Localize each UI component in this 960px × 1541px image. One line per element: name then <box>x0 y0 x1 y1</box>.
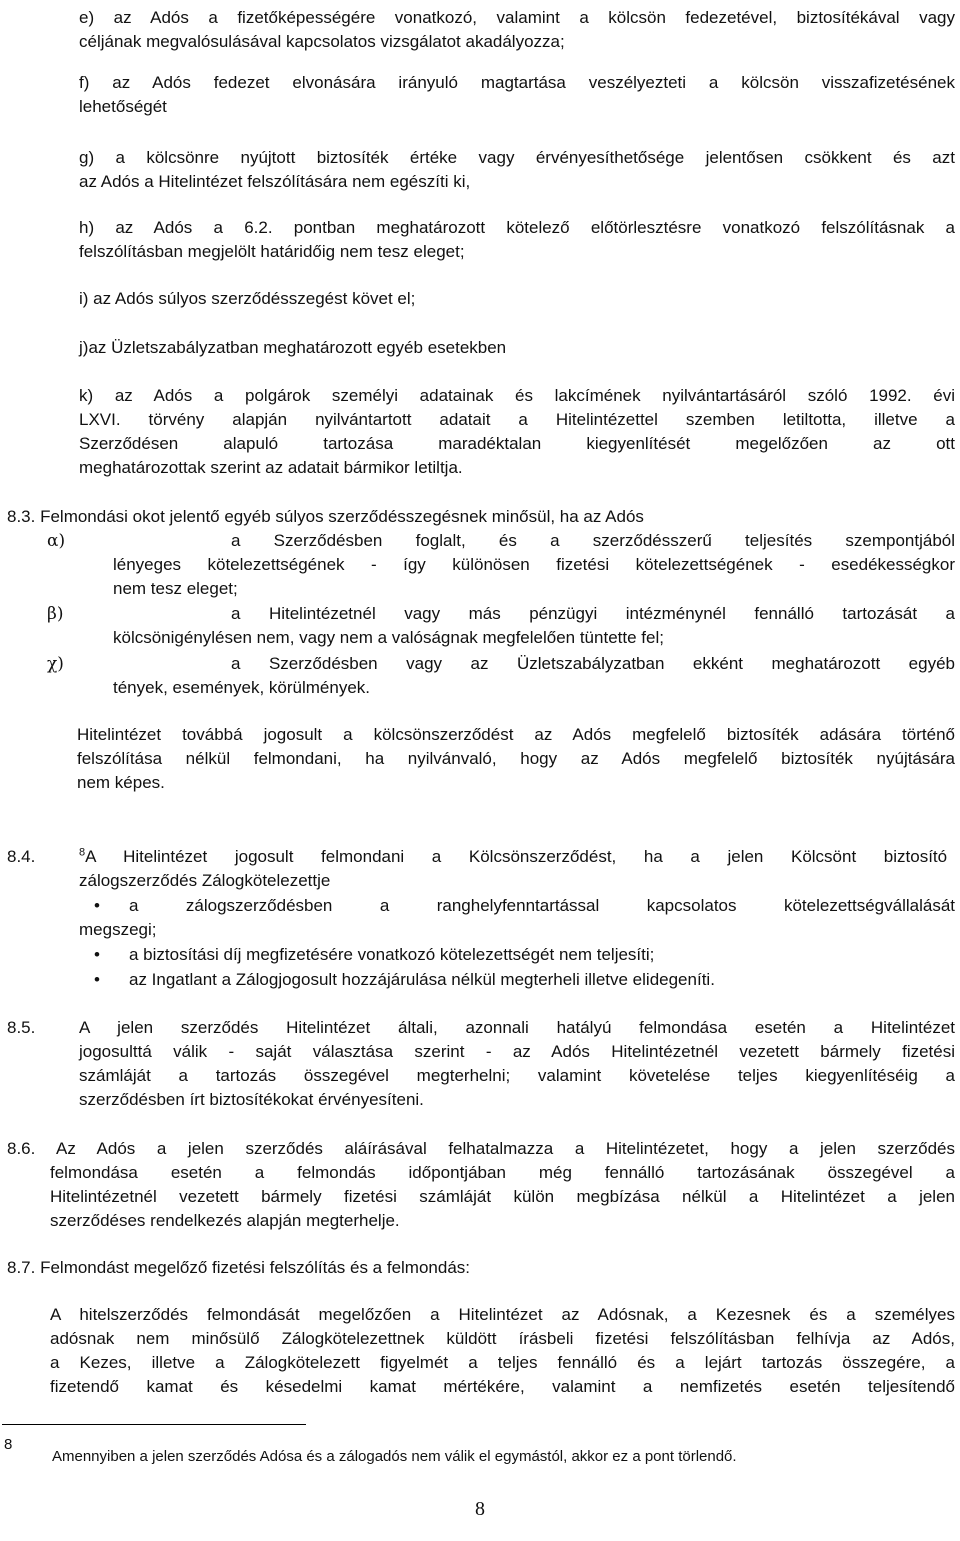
section-8-3-extra-line-1: Hitelintézet továbbá jogosult a kölcsönszerződést az Adós megfelelő biztosíték adására történő <box>77 725 955 744</box>
section-8-3-extra-line-2: felszólítása nélkül felmondani, ha nyilvánvaló, hogy az Adós megfelelő biztosíték nyújtására <box>77 749 955 768</box>
footnote-text: Amennyiben a jelen szerződés Adósa és a zálogadós nem válik el egymástól, akkor ez a pont törlendő. <box>52 1448 737 1465</box>
section-8-6-line-3: Hitelintézetnél vezetett bármely fizetési számláját külön megbízása nélkül a Hitelintézet a jelen <box>50 1187 955 1206</box>
section-8-6-line-2: felmondása esetén a felmondás időpontjában még fennálló tartozásának összegével a <box>50 1163 955 1182</box>
footnote-number: 8 <box>4 1436 13 1453</box>
section-8-7-line-3: a Kezes, illetve a Zálogkötelezett figyelmét a teljes fennálló és a lejárt tartozás összegére, a <box>50 1353 955 1372</box>
clause-f-line-2: lehetőségét <box>79 97 167 116</box>
section-8-6-line-1: 8.6. Az Adós a jelen szerződés aláírásával felhatalmazza a Hitelintézetet, hogy a jelen szerződés <box>7 1139 955 1158</box>
section-8-5-line-3: számláját a tartozás összegével megterhelni; valamint követelése teljes kiegyenlítéséig a <box>79 1066 955 1085</box>
clause-e-line-2: céljának megvalósulásával kapcsolatos vizsgálatot akadályozza; <box>79 32 565 51</box>
clause-k-line-3: Szerződésen alapuló tartozása maradéktalan kiegyenlítését megelőzően az ott <box>79 434 955 453</box>
footnote-reference: 8 <box>79 846 86 859</box>
beta-line-2: kölcsönigénylésen nem, vagy nem a valóságnak megfelelően tüntette fel; <box>113 628 664 647</box>
beta-marker: β) <box>47 604 64 624</box>
section-8-7-line-4: fizetendő kamat és késedelmi kamat mértékére, valamint a nemfizetés esetén teljesítendő <box>50 1377 955 1396</box>
section-8-3-extra-line-3: nem képes. <box>77 773 165 792</box>
section-8-7-line-2: adósnak nem minősülő Zálogkötelezettnek küldött írásbeli fizetési felszólításban felhívja az Adós, <box>50 1329 955 1348</box>
alpha-marker: α) <box>47 531 66 551</box>
section-8-4-line-1 <box>79 845 955 869</box>
alpha-line-1: a Szerződésben foglalt, és a szerződésszerű teljesítés szempontjából <box>231 531 955 550</box>
section-8-5-number: 8.5. <box>7 1018 36 1037</box>
clause-g-line-1: g) a kölcsönre nyújtott biztosíték értéke vagy érvényesíthetősége jelentősen csökkent és azt <box>79 148 955 167</box>
clause-h-line-1: h) az Adós a 6.2. pontban meghatározott kötelező előtörlesztésre vonatkozó felszólításnak a <box>79 218 955 237</box>
section-8-3-heading: 8.3. Felmondási okot jelentő egyéb súlyos szerződésszegésnek minősül, ha az Adós <box>7 507 644 526</box>
section-8-5-line-2: jogosulttá válik - saját választása szerint - az Adós Hitelintézetnél vezetett bármely fizetési <box>79 1042 955 1061</box>
bullet-icon: • <box>94 970 100 989</box>
clause-g-line-2: az Adós a Hitelintézet felszólítására nem egészíti ki, <box>79 172 471 191</box>
section-8-6-line-4: szerződéses rendelkezés alapján megterhelje. <box>50 1211 400 1230</box>
clause-i: i) az Adós súlyos szerződésszegést követ el; <box>79 289 416 308</box>
bullet-item-3: az Ingatlant a Zálogjogosult hozzájárulása nélkül megterheli illetve elidegeníti. <box>129 970 715 989</box>
bullet-icon: • <box>94 896 100 915</box>
chi-line-1: a Szerződésben vagy az Üzletszabályzatban ekként meghatározott egyéb <box>231 654 955 673</box>
bullet-icon: • <box>94 945 100 964</box>
beta-line-1: a Hitelintézetnél vagy más pénzügyi intézménynél fennálló tartozását a <box>231 604 955 623</box>
clause-k-line-2: LXVI. törvény alapján nyilvántartott adatait a Hitelintézettel szemben letiltotta, illetve a <box>79 410 955 429</box>
clause-k-line-1: k) az Adós a polgárok személyi adatainak és lakcímének nyilvántartásáról szóló 1992. évi <box>79 386 955 405</box>
section-8-7-line-1: A hitelszerződés felmondását megelőzően a Hitelintézet az Adósnak, a Kezesnek és a személyes <box>50 1305 955 1324</box>
bullet-item-1-line-2: megszegi; <box>79 920 157 939</box>
clause-f-line-1: f) az Adós fedezet elvonására irányuló magtartása veszélyezteti a kölcsön visszafizetésének <box>79 73 955 92</box>
clause-e-line-1: e) az Adós a fizetőképességére vonatkozó, valamint a kölcsön fedezetével, biztosítékával vagy <box>79 8 955 27</box>
clause-k-line-4: meghatározottak szerint az adatait bármikor letiltja. <box>79 458 463 477</box>
chi-line-2: tények, események, körülmények. <box>113 678 371 697</box>
footnote-separator <box>2 1424 306 1425</box>
alpha-line-3: nem tesz eleget; <box>113 579 238 598</box>
section-8-4-number: 8.4. <box>7 847 36 866</box>
chi-marker: χ) <box>47 654 64 674</box>
alpha-line-2: lényeges kötelezettségének - így különösen fizetési kötelezettségének - esedékességkor <box>113 555 955 574</box>
section-8-5-line-4: szerződésben írt biztosítékokat érvényesíteni. <box>79 1090 424 1109</box>
clause-h-line-2: felszólításban megjelölt határidőig nem tesz eleget; <box>79 242 465 261</box>
section-8-4-line-2: zálogszerződés Zálogkötelezettje <box>79 871 331 890</box>
section-8-7-heading: 8.7. Felmondást megelőző fizetési felszólítás és a felmondás: <box>7 1258 471 1277</box>
bullet-item-2: a biztosítási díj megfizetésére vonatkozó kötelezettségét nem teljesíti; <box>129 945 655 964</box>
section-8-5-line-1: A jelen szerződés Hitelintézet általi, azonnali hatályú felmondása esetén a Hitelintézet <box>79 1018 955 1037</box>
section-8-4-line-1-text: A Hitelintézet jogosult felmondani a Kölcsönszerződést, ha a jelen Kölcsönt biztosító <box>85 847 948 866</box>
bullet-item-1-line-1: a zálogszerződésben a ranghelyfenntartással kapcsolatos kötelezettségvállalását <box>129 896 955 915</box>
page-number: 8 <box>475 1498 485 1520</box>
clause-j: j)az Üzletszabályzatban meghatározott egyéb esetekben <box>79 338 507 357</box>
